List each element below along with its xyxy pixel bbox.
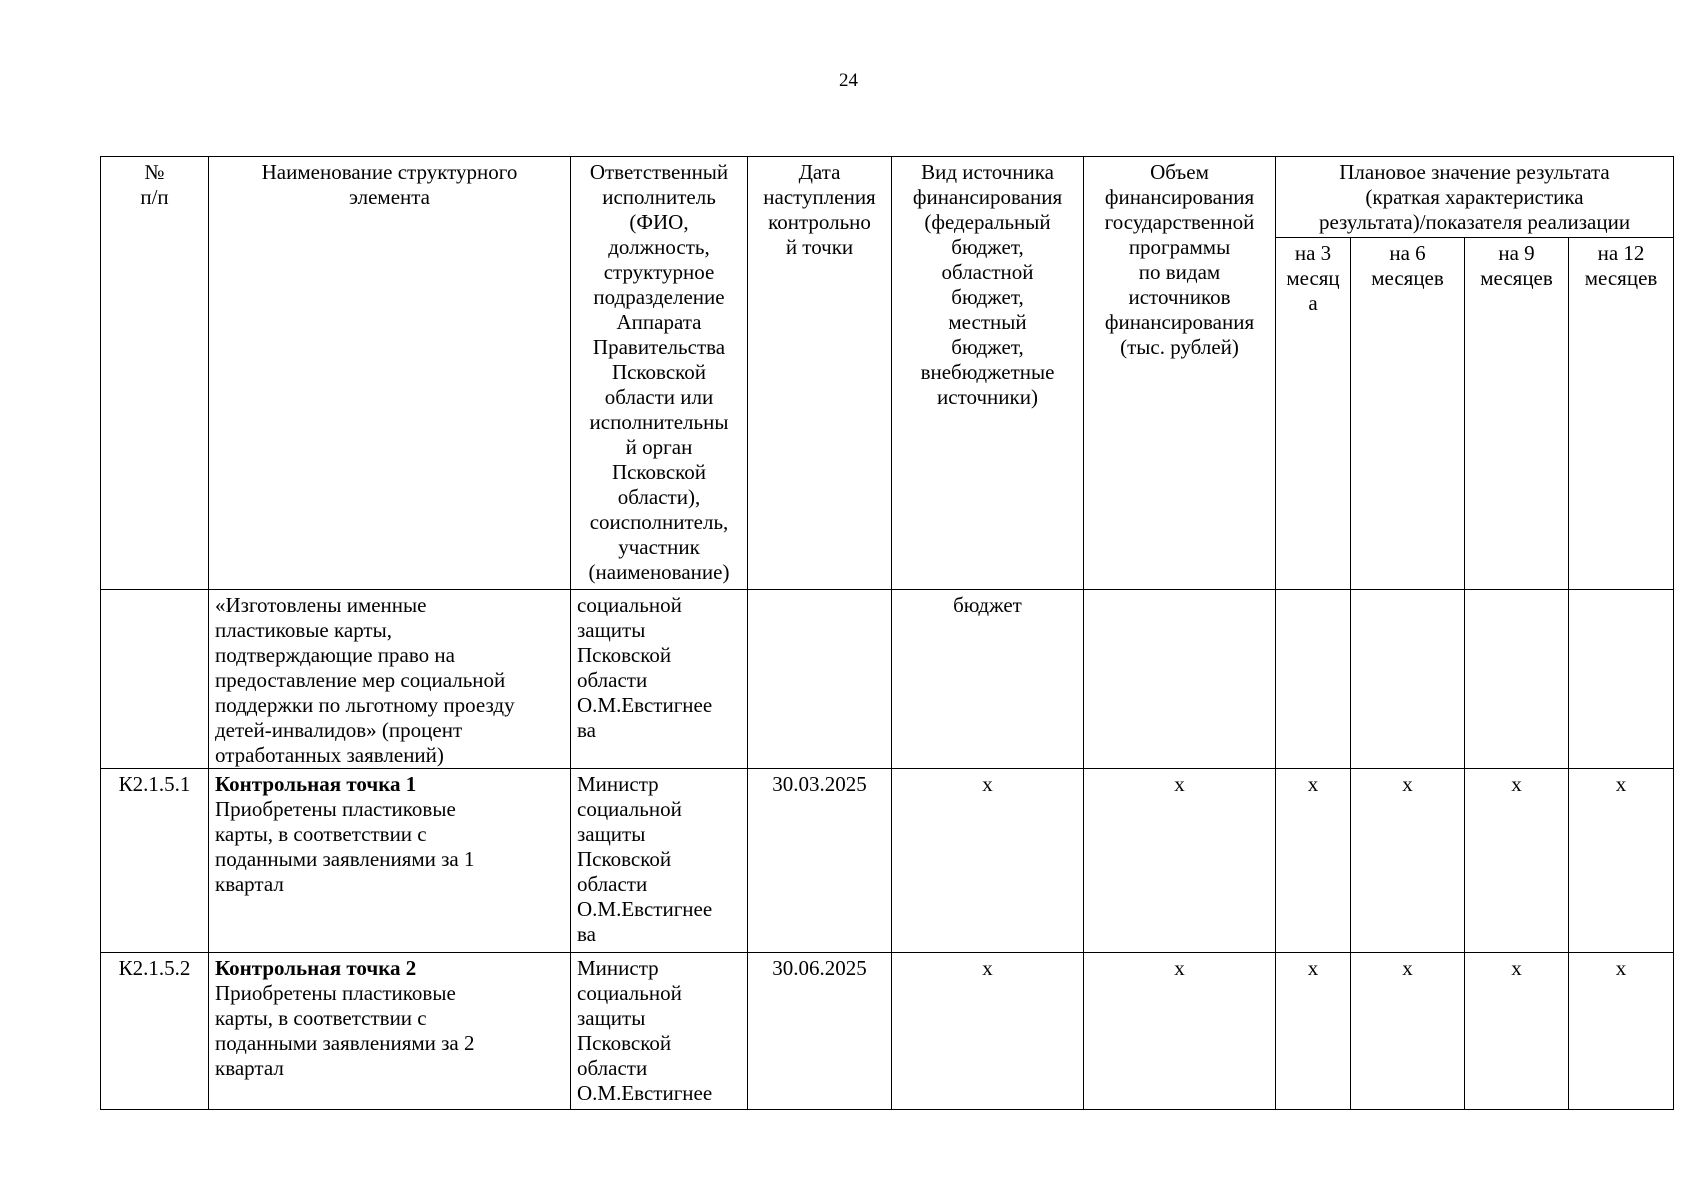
control-point-title: Контрольная точка 1	[215, 772, 417, 796]
row-3-months: х	[1276, 769, 1351, 953]
header-planned-value: Плановое значение результата (краткая характеристика результата)/показателя реализации	[1276, 157, 1674, 238]
row-funding-source: х	[892, 769, 1084, 953]
row-funding-volume	[1084, 590, 1276, 769]
table-row	[101, 769, 1674, 953]
row-date: 30.06.2025	[748, 953, 892, 1110]
row-date	[748, 590, 892, 769]
row-6-months	[1351, 590, 1465, 769]
control-points-table	[100, 156, 1674, 1110]
row-date: 30.03.2025	[748, 769, 892, 953]
header-row	[101, 157, 1674, 238]
page-number: 24	[839, 70, 858, 91]
header-date: Дата наступления контрольно й точки	[748, 157, 892, 590]
header-funding-source: Вид источника финансирования (федеральный бюджет, областной бюджет, местный бюджет, внебюджетные источники)	[892, 157, 1084, 590]
row-6-months: х	[1351, 769, 1465, 953]
row-element-name	[209, 769, 571, 953]
row-funding-volume: х	[1084, 953, 1276, 1110]
row-12-months: х	[1569, 953, 1674, 1110]
table-row	[101, 953, 1674, 1110]
row-element-name: «Изготовлены именные пластиковые карты, подтверждающие право на предоставление мер социальной поддержки по льготному проезду детей-инвалидов» (процент отработанных заявлений)	[209, 590, 571, 769]
control-point-title: Контрольная точка 2	[215, 956, 417, 980]
row-9-months: х	[1465, 769, 1569, 953]
header-number: № п/п	[101, 157, 209, 590]
row-number: К2.1.5.2	[101, 953, 209, 1110]
row-3-months: х	[1276, 953, 1351, 1110]
row-number	[101, 590, 209, 769]
table-row	[101, 590, 1674, 769]
control-point-description: Приобретены пластиковые карты, в соответствии с поданными заявлениями за 2 квартал	[215, 981, 475, 1080]
row-3-months	[1276, 590, 1351, 769]
row-6-months: х	[1351, 953, 1465, 1110]
row-9-months	[1465, 590, 1569, 769]
control-point-description: Приобретены пластиковые карты, в соответствии с поданными заявлениями за 1 квартал	[215, 797, 475, 896]
header-3-months: на 3 месяц а	[1276, 238, 1351, 590]
row-responsible: социальной защиты Псковской области О.М.Евстигнее ва	[571, 590, 748, 769]
header-6-months: на 6 месяцев	[1351, 238, 1465, 590]
header-funding-volume: Объем финансирования государственной программы по видам источников финансирования (тыс. рублей)	[1084, 157, 1276, 590]
header-element-name: Наименование структурного элемента	[209, 157, 571, 590]
row-funding-source: х	[892, 953, 1084, 1110]
row-responsible: Министр социальной защиты Псковской области О.М.Евстигнее ва	[571, 769, 748, 953]
row-element-name	[209, 953, 571, 1110]
row-funding-source: бюджет	[892, 590, 1084, 769]
row-12-months	[1569, 590, 1674, 769]
row-12-months: х	[1569, 769, 1674, 953]
header-12-months: на 12 месяцев	[1569, 238, 1674, 590]
row-funding-volume: х	[1084, 769, 1276, 953]
header-9-months: на 9 месяцев	[1465, 238, 1569, 590]
header-responsible: Ответственный исполнитель (ФИО, должность, структурное подразделение Аппарата Правительства Псковской области или исполнительны й орган Псковской области), соисполнитель, участник (наименование)	[571, 157, 748, 590]
row-9-months: х	[1465, 953, 1569, 1110]
row-number: К2.1.5.1	[101, 769, 209, 953]
row-responsible: Министр социальной защиты Псковской области О.М.Евстигнее	[571, 953, 748, 1110]
